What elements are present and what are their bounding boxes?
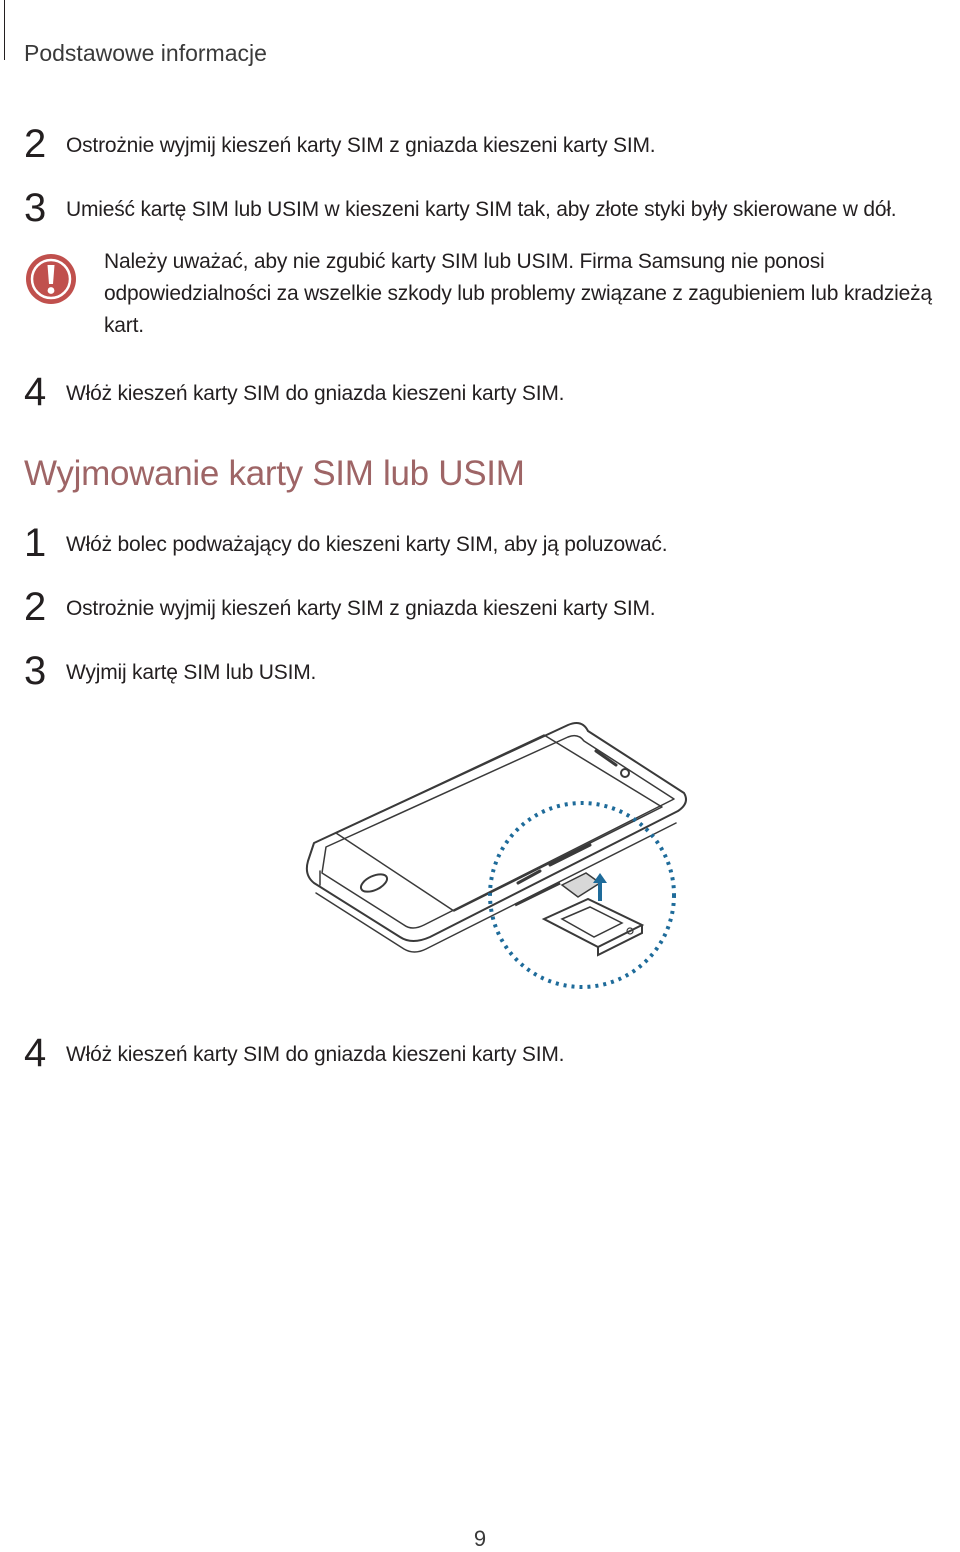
warning-text: Należy uważać, aby nie zgubić karty SIM lub USIM. Firma Samsung nie ponosi odpowiedzialności za wszelkie szkody lub problemy związane z zagubieniem lub kradzieżą kart.: [104, 250, 932, 337]
step-number: 3: [24, 186, 47, 230]
step-number: 3: [24, 649, 47, 693]
step-number: 2: [24, 585, 47, 629]
step-text: Ostrożnie wyjmij kieszeń karty SIM z gniazda kieszeni karty SIM.: [66, 134, 656, 157]
phone-sim-tray-illustration: [300, 715, 700, 1000]
step-number: 4: [24, 1031, 47, 1075]
step-text: Ostrożnie wyjmij kieszeń karty SIM z gniazda kieszeni karty SIM.: [66, 597, 656, 620]
step-number: 2: [24, 122, 47, 166]
caution-icon: [24, 252, 78, 306]
section-title: Wyjmowanie karty SIM lub USIM: [24, 454, 525, 493]
step-number: 1: [24, 521, 47, 565]
step-text: Włóż kieszeń karty SIM do gniazda kieszeni karty SIM.: [66, 1043, 565, 1066]
page-number: 9: [473, 1526, 487, 1551]
page-margin-rule: [4, 0, 5, 60]
step-text: Włóż bolec podważający do kieszeni karty SIM, aby ją poluzować.: [66, 533, 668, 556]
step-text: Wyjmij kartę SIM lub USIM.: [66, 661, 317, 684]
step-text: Umieść kartę SIM lub USIM w kieszeni karty SIM tak, aby złote styki były skierowane w dół.: [66, 198, 897, 221]
page-header: Podstawowe informacje: [24, 40, 267, 66]
step-number: 4: [24, 370, 47, 414]
step-text: Włóż kieszeń karty SIM do gniazda kieszeni karty SIM.: [66, 382, 565, 405]
